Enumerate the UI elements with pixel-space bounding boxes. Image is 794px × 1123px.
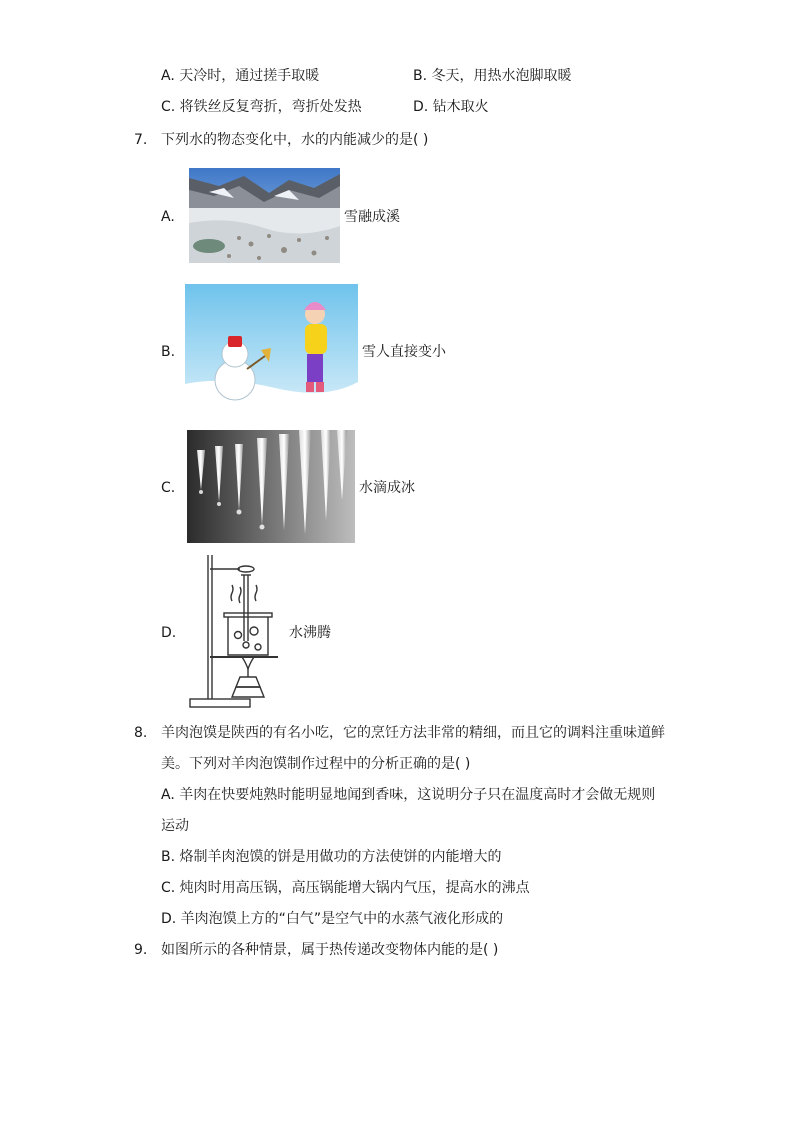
q8-option-b: B. 烙制羊肉泡馍的饼是用做功的方法使饼的内能增大的: [161, 849, 502, 865]
snowman-cartoon-image: [185, 284, 358, 412]
q7-option-a-letter: A.: [161, 209, 175, 225]
icicles-image: [187, 430, 355, 543]
q7-option-d-letter: D.: [161, 625, 177, 641]
q8-stem-line1: 羊肉泡馍是陕西的有名小吃，它的烹饪方法非常的精细，而且它的调料注重味道鲜: [161, 725, 665, 741]
q9-stem: 如图所示的各种情景，属于热传递改变物体内能的是( ): [161, 942, 499, 958]
snow-valley-image: [189, 168, 340, 263]
boiling-apparatus-diagram: [188, 553, 284, 710]
q7-option-c-caption: 水滴成冰: [359, 480, 415, 496]
q7-option-a-caption: 雪融成溪: [344, 209, 400, 225]
q6-option-c: C. 将铁丝反复弯折，弯折处发热: [161, 99, 362, 115]
q6-option-b: B. 冬天，用热水泡脚取暖: [413, 68, 572, 84]
q6-option-d: D. 钻木取火: [413, 99, 489, 115]
q7-option-d-caption: 水沸腾: [289, 625, 331, 641]
q7-option-b-caption: 雪人直接变小: [362, 344, 446, 360]
q8-option-d: D. 羊肉泡馍上方的“白气”是空气中的水蒸气液化形成的: [161, 911, 504, 927]
q8-stem-line2: 美。下列对羊肉泡馍制作过程中的分析正确的是( ): [161, 756, 471, 772]
q7-number: 7.: [134, 132, 148, 148]
q8-option-a-line2: 运动: [161, 818, 189, 834]
q7-option-c-letter: C.: [161, 480, 176, 496]
q8-option-c: C. 炖肉时用高压锅，高压锅能增大锅内气压，提高水的沸点: [161, 880, 530, 896]
q7-option-b-letter: B.: [161, 344, 176, 360]
q9-number: 9.: [134, 942, 148, 958]
q7-stem: 下列水的物态变化中，水的内能减少的是( ): [161, 132, 429, 148]
q6-option-a: A. 天冷时，通过搓手取暖: [161, 68, 320, 84]
q8-option-a-line1: A. 羊肉在快要炖熟时能明显地闻到香味，这说明分子只在温度高时才会做无规则: [161, 787, 656, 803]
q8-number: 8.: [134, 725, 148, 741]
